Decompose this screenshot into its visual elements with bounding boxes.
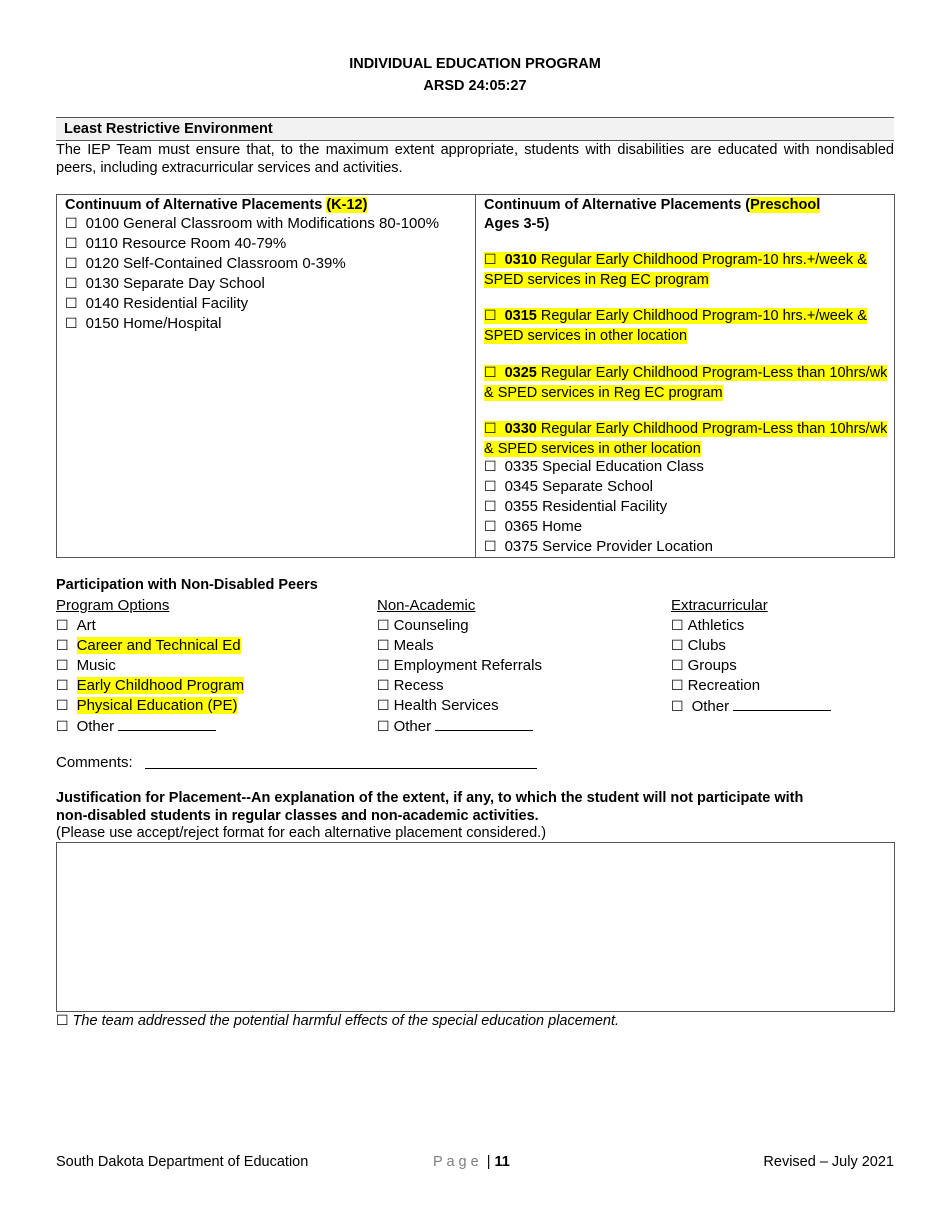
page-number: 11 <box>494 1154 510 1170</box>
non-academic-option[interactable]: ☐ Employment Referrals <box>377 657 542 674</box>
preschool-item[interactable]: ☐ 0365 Home <box>484 518 583 535</box>
lre-heading-bar <box>56 117 894 141</box>
preschool-item[interactable]: ☐ 0345 Separate School <box>484 478 654 495</box>
k12-item[interactable]: ☐ 0130 Separate Day School <box>65 275 265 292</box>
checkbox-icon[interactable]: ☐ <box>65 236 78 252</box>
k12-heading-text: Continuum of Alternative Placements <box>65 197 327 213</box>
program-option[interactable]: ☐ Career and Technical Ed <box>56 637 241 654</box>
k12-item[interactable]: ☐ 0140 Residential Facility <box>65 295 249 312</box>
preschool-column <box>476 195 894 557</box>
harmful-effects-option[interactable]: ☐ The team addressed the potential harmful effects of the special education placement. <box>56 1013 620 1029</box>
checkbox-icon[interactable]: ☐ <box>56 698 69 714</box>
checkbox-icon[interactable]: ☐ <box>377 719 390 735</box>
checkbox-icon[interactable]: ☐ <box>56 638 69 654</box>
checkbox-icon[interactable]: ☐ <box>56 618 69 634</box>
checkbox-icon[interactable]: ☐ <box>56 658 69 674</box>
checkbox-icon[interactable]: ☐ <box>56 1013 69 1029</box>
checkbox-icon[interactable]: ☐ <box>484 252 497 268</box>
extracurricular-option[interactable]: ☐ Clubs <box>671 637 726 654</box>
k12-item[interactable]: ☐ 0100 General Classroom with Modifications 80-100% <box>65 215 440 232</box>
checkbox-icon[interactable]: ☐ <box>671 618 684 634</box>
preschool-item[interactable]: ☐ 0355 Residential Facility <box>484 498 668 515</box>
checkbox-icon[interactable]: ☐ <box>671 638 684 654</box>
checkbox-icon[interactable]: ☐ <box>377 658 390 674</box>
page-label: P a g e <box>433 1154 479 1170</box>
lre-intro: The IEP Team must ensure that, to the maximum extent appropriate, students with disabilities are educated with nondisabled peers, including extracurricular services and activities. <box>56 142 894 176</box>
program-option[interactable]: ☐ Art <box>56 617 96 634</box>
preschool-option-0330[interactable]: ☐ 0330 Regular Early Childhood Program-Less than 10hrs/wk & SPED services in other location <box>484 421 888 457</box>
extracurricular-column <box>671 596 831 716</box>
document-subtitle: ARSD 24:05:27 <box>423 78 527 94</box>
checkbox-icon[interactable]: ☐ <box>65 276 78 292</box>
checkbox-icon[interactable]: ☐ <box>65 256 78 272</box>
justification-note: (Please use accept/reject format for each alternative placement considered.) <box>56 825 547 841</box>
lre-heading: Least Restrictive Environment <box>64 121 273 137</box>
placement-table <box>56 194 895 558</box>
checkbox-icon[interactable]: ☐ <box>484 421 497 437</box>
program-option[interactable]: ☐ Music <box>56 657 116 674</box>
preschool-item[interactable]: ☐ 0335 Special Education Class <box>484 458 704 475</box>
participation-heading: Participation with Non-Disabled Peers <box>56 577 318 593</box>
non-academic-column <box>377 596 542 736</box>
document-title: INDIVIDUAL EDUCATION PROGRAM <box>349 56 601 72</box>
program-option[interactable]: ☐ Physical Education (PE) <box>56 697 238 714</box>
extracurricular-option[interactable]: ☐ Athletics <box>671 617 745 634</box>
k12-item[interactable]: ☐ 0150 Home/Hospital <box>65 315 222 332</box>
footer-department: South Dakota Department of Education <box>56 1154 309 1170</box>
other-blank[interactable] <box>733 696 831 711</box>
checkbox-icon[interactable]: ☐ <box>56 719 69 735</box>
other-blank[interactable] <box>435 716 533 731</box>
preschool-item[interactable]: ☐ 0375 Service Provider Location <box>484 538 714 555</box>
checkbox-icon[interactable]: ☐ <box>65 316 78 332</box>
extracurricular-option[interactable]: ☐ Other <box>671 696 831 716</box>
program-options-column <box>56 596 244 736</box>
checkbox-icon[interactable]: ☐ <box>484 479 497 495</box>
checkbox-icon[interactable]: ☐ <box>484 365 497 381</box>
checkbox-icon[interactable]: ☐ <box>377 638 390 654</box>
program-option[interactable]: ☐ Other <box>56 716 244 736</box>
checkbox-icon[interactable]: ☐ <box>671 678 684 694</box>
checkbox-icon[interactable]: ☐ <box>484 499 497 515</box>
non-academic-option[interactable]: ☐ Meals <box>377 637 434 654</box>
checkbox-icon[interactable]: ☐ <box>484 308 497 324</box>
footer-page: P a g e | 11 <box>433 1154 510 1170</box>
k12-item[interactable]: ☐ 0120 Self-Contained Classroom 0-39% <box>65 255 346 272</box>
checkbox-icon[interactable]: ☐ <box>484 539 497 555</box>
program-option[interactable]: ☐ Early Childhood Program <box>56 677 245 694</box>
k12-list <box>65 214 439 334</box>
preschool-heading: Continuum of Alternative Placements (Preschool Ages 3-5) <box>484 197 821 232</box>
checkbox-icon[interactable]: ☐ <box>56 678 69 694</box>
non-academic-option[interactable]: ☐ Counseling <box>377 617 469 634</box>
preschool-option-0325[interactable]: ☐ 0325 Regular Early Childhood Program-Less than 10hrs/wk & SPED services in Reg EC program <box>484 365 888 401</box>
k12-item[interactable]: ☐ 0110 Resource Room 40-79% <box>65 235 287 252</box>
program-options-heading: Program Options <box>56 597 170 614</box>
checkbox-icon[interactable]: ☐ <box>671 699 684 715</box>
k12-heading <box>65 196 367 215</box>
k12-column <box>57 195 476 557</box>
checkbox-icon[interactable]: ☐ <box>484 519 497 535</box>
checkbox-icon[interactable]: ☐ <box>65 296 78 312</box>
extracurricular-option[interactable]: ☐ Recreation <box>671 677 761 694</box>
checkbox-icon[interactable]: ☐ <box>65 216 78 232</box>
justification-heading: Justification for Placement--An explanation of the extent, if any, to which the student will not participate with non-disabled students in regular classes and non-academic activities. <box>56 790 804 824</box>
other-blank[interactable] <box>118 716 216 731</box>
checkbox-icon[interactable]: ☐ <box>377 698 390 714</box>
checkbox-icon[interactable]: ☐ <box>377 678 390 694</box>
preschool-option-0315[interactable]: ☐ 0315 Regular Early Childhood Program-10 hrs.+/week & SPED services in other location <box>484 308 867 344</box>
k12-heading-highlight: (K-12) <box>326 197 368 213</box>
comments-label: Comments: <box>56 754 133 771</box>
preschool-option-0310[interactable]: ☐ 0310 Regular Early Childhood Program-10 hrs.+/week & SPED services in Reg EC program <box>484 252 867 288</box>
non-academic-option[interactable]: ☐ Other <box>377 716 542 736</box>
preschool-list <box>484 457 713 557</box>
footer-revised: Revised – July 2021 <box>763 1154 894 1170</box>
extracurricular-heading: Extracurricular <box>671 597 768 614</box>
non-academic-option[interactable]: ☐ Health Services <box>377 697 499 714</box>
checkbox-icon[interactable]: ☐ <box>484 459 497 475</box>
non-academic-heading: Non-Academic <box>377 597 476 614</box>
checkbox-icon[interactable]: ☐ <box>671 658 684 674</box>
comments-line[interactable] <box>145 768 537 769</box>
non-academic-option[interactable]: ☐ Recess <box>377 677 444 694</box>
justification-textbox[interactable] <box>56 842 895 1012</box>
extracurricular-option[interactable]: ☐ Groups <box>671 657 737 674</box>
preschool-heading-highlight: Preschool <box>750 197 821 213</box>
checkbox-icon[interactable]: ☐ <box>377 618 390 634</box>
